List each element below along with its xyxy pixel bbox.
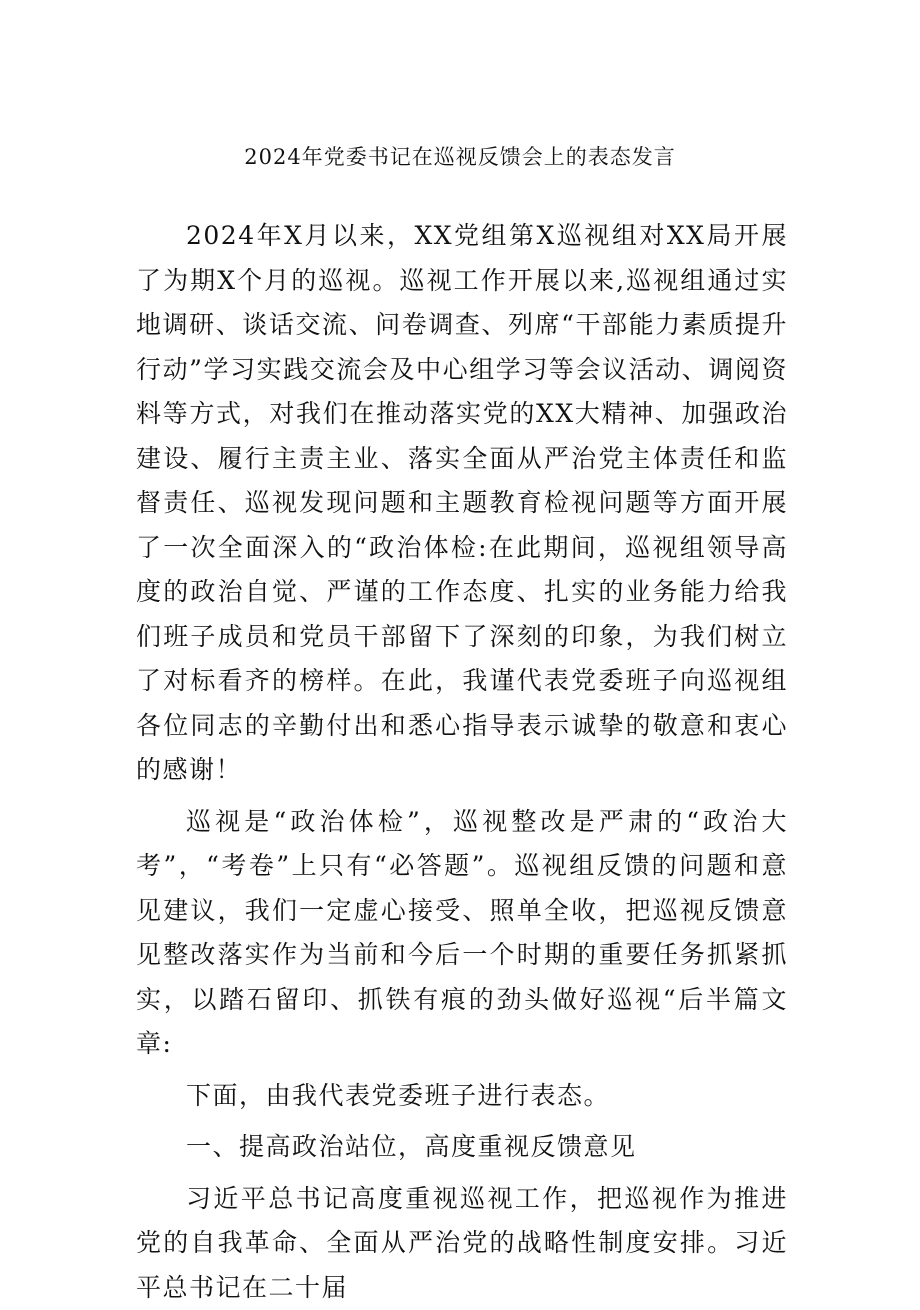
paragraph-intro: 2024年X月以来，XX党组第X巡视组对XX局开展了为期X个月的巡视。巡视工作开展以来,巡视组通过实地调研、谈话交流、问卷调查、列席“干部能力素质提升行动”学习实践交流会及中心组学习等会议活动、调阅资料等方式，对我们在推动落实党的XX大精神、加强政治建设、履行主责主业、落实全面从严治党主体责任和监督责任、巡视发现问题和主题教育检视问题等方面开展了一次全面深入的“政治体检:在此期间，巡视组领导高度的政治自觉、严谨的工作态度、扎实的业务能力给我们班子成员和党员干部留下了深刻的印象，为我们树立了对标看齐的榜样。在此，我谨代表党委班子向巡视组各位同志的辛勤付出和悉心指导表示诚挚的敬意和衷心的感谢！ (136, 214, 788, 793)
document-body (136, 214, 788, 1310)
paragraph-section-1: 习近平总书记高度重视巡视工作，把巡视作为推进党的自我革命、全面从严治党的战略性制度安排。习近平总书记在二十届 (136, 1177, 788, 1310)
paragraph-statement: 下面，由我代表党委班子进行表态。 (136, 1074, 788, 1119)
paragraph-inspection: 巡视是“政治体检”，巡视整改是严肃的“政治大考”，“考卷”上只有“必答题”。巡视组反馈的问题和意见建议，我们一定虚心接受、照单全收，把巡视反馈意见整改落实作为当前和今后一个时期的重要任务抓紧抓实，以踏石留印、抓铁有痕的劲头做好巡视“后半篇文章: (136, 800, 788, 1067)
section-heading-1: 一、提高政治站位，高度重视反馈意见 (136, 1125, 788, 1170)
document-title: 2024年党委书记在巡视反馈会上的表态发言 (0, 142, 920, 172)
